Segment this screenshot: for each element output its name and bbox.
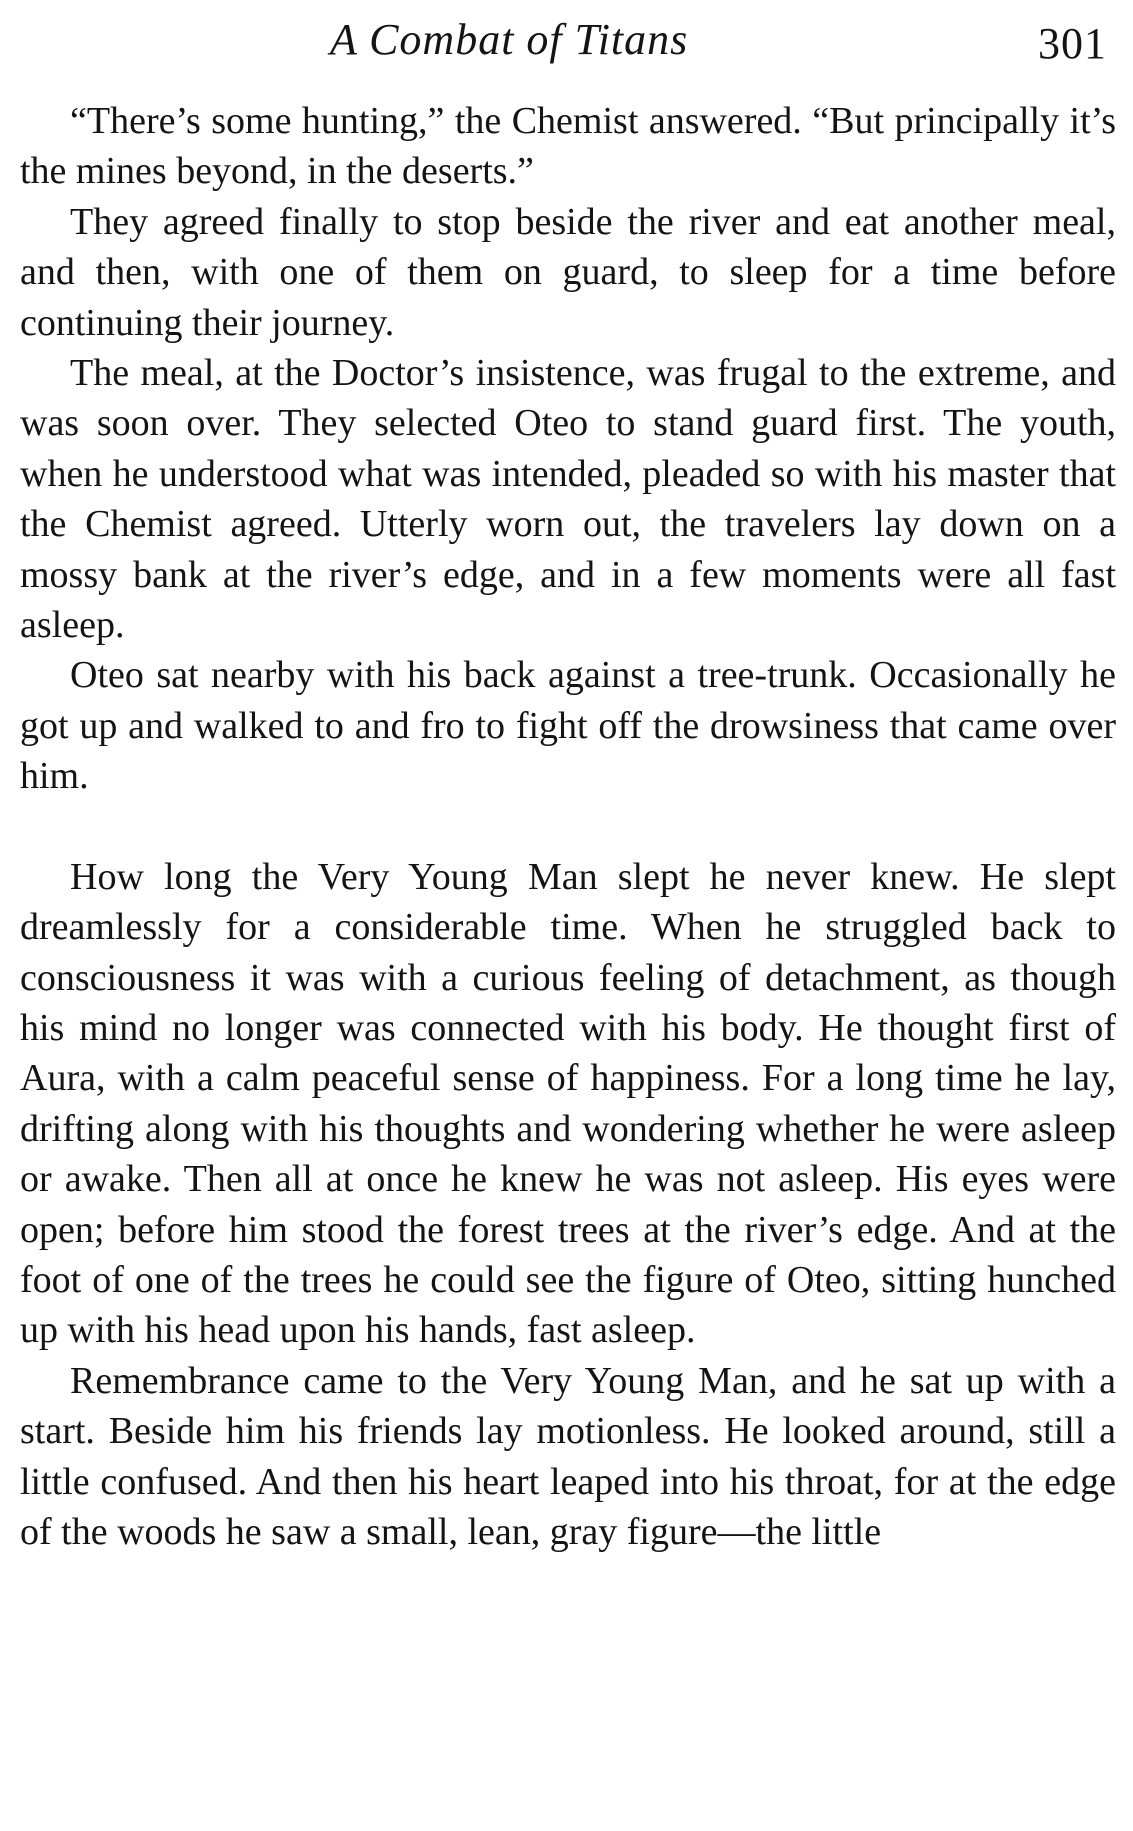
page-header — [0, 8, 1133, 78]
running-title: A Combat of Titans — [330, 15, 689, 64]
paragraph: The meal, at the Doctor’s insistence, was frugal to the extreme, and was soon over. They selected Oteo to stand guard first. The youth, when he understood what was intended, pleaded so with his master that the Chemist agreed. Utterly worn out, the travelers lay down on a mossy bank at the river’s edge, and in a few moments were all fast asleep. — [20, 352, 1116, 647]
page-number: 301 — [1038, 19, 1107, 68]
paragraph: How long the Very Young Man slept he never knew. He slept dreamlessly for a considerable time. When he struggled back to consciousness it was with a curious feeling of detachment, as though his mind no longer was connected with his body. He thought first of Aura, with a calm peaceful sense of happiness. For a long time he lay, drifting along with his thoughts and wondering whether he were asleep or awake. Then all at once he knew he was not asleep. His eyes were open; before him stood the forest trees at the river’s edge. And at the foot of one of the trees he could see the figure of Oteo, sitting hunched up with his head upon his hands, fast asleep. — [20, 855, 1116, 1352]
paragraph: Remembrance came to the Very Young Man, and he sat up with a start. Beside him his friends lay motionless. He looked around, still a little confused. And then his heart leaped into his throat, for at the edge of the woods he saw a small, lean, gray figure—the little — [20, 1359, 1116, 1553]
body-text — [20, 96, 1116, 1557]
paragraph: Oteo sat nearby with his back against a tree-trunk. Occasionally he got up and walked to and fro to fight off the drowsiness that came over him. — [20, 654, 1116, 798]
paragraph: They agreed finally to stop beside the river and eat another meal, and then, with one of them on guard, to sleep for a time before continuing their journey. — [20, 200, 1116, 344]
paragraph: “There’s some hunting,” the Chemist answered. “But principally it’s the mines beyond, in the deserts.” — [20, 100, 1116, 193]
section-break — [20, 802, 1116, 852]
